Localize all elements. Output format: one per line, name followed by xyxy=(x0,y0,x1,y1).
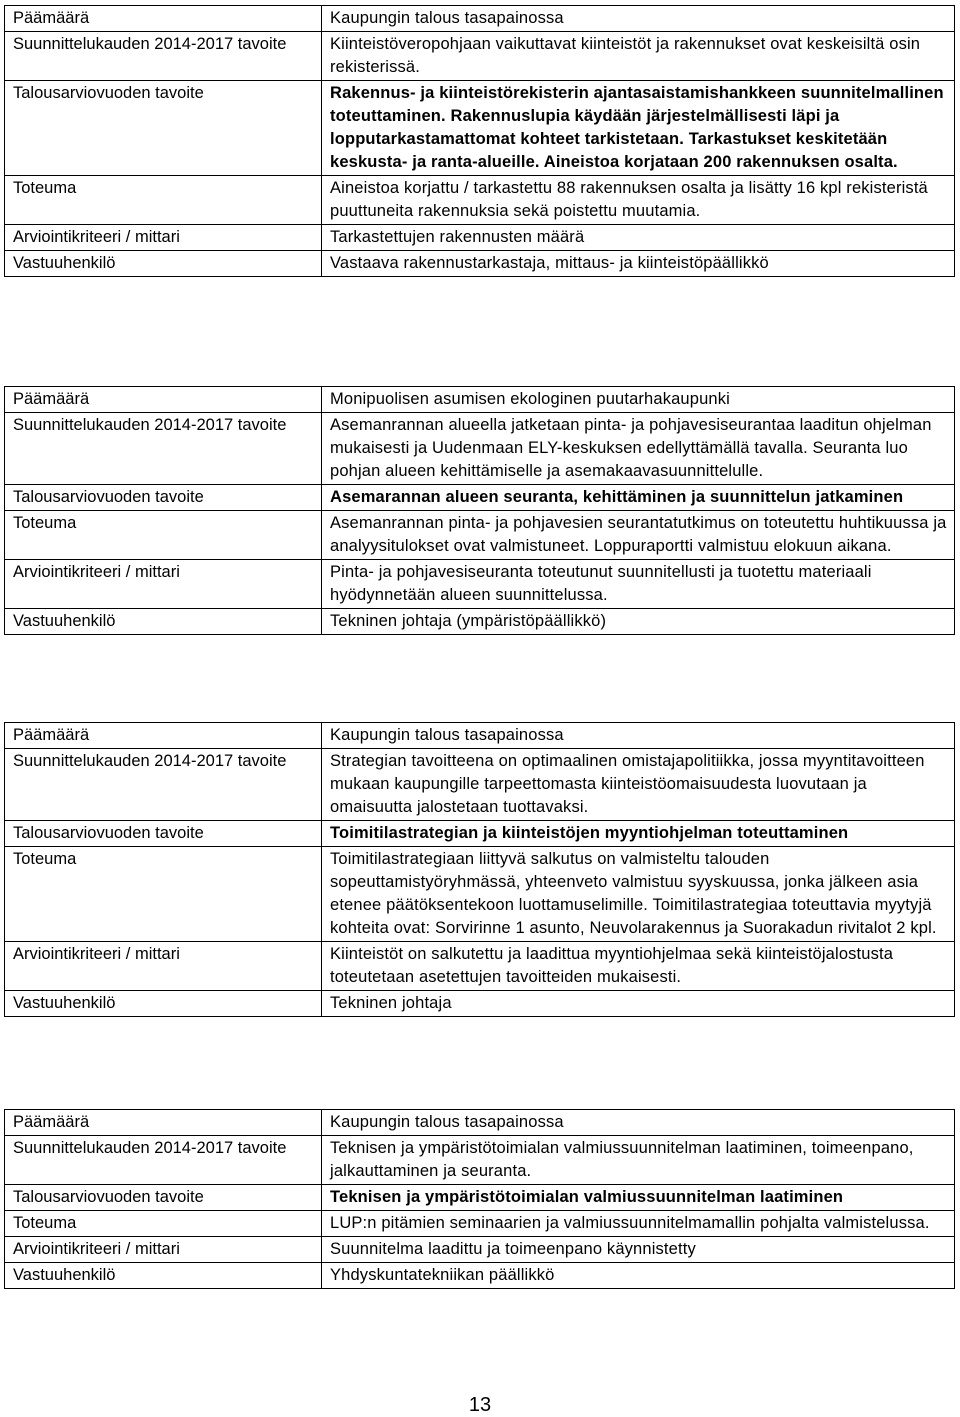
table-row xyxy=(5,1211,955,1237)
row-label: Suunnittelukauden 2014-2017 tavoite xyxy=(5,1136,322,1185)
row-value: Yhdyskuntatekniikan päällikkö xyxy=(322,1263,955,1289)
table-row xyxy=(5,1110,955,1136)
row-label: Arviointikriteeri / mittari xyxy=(5,942,322,991)
row-value: Pinta- ja pohjavesiseuranta toteutunut suunnitellusti ja tuotettu materiaali hyödynnetään alueen suunnittelussa. xyxy=(322,560,955,609)
table-row xyxy=(5,1263,955,1289)
table-row xyxy=(5,560,955,609)
table-row xyxy=(5,847,955,942)
row-label: Vastuuhenkilö xyxy=(5,609,322,635)
goal-table xyxy=(4,1109,955,1289)
table-row xyxy=(5,6,955,32)
row-value: Teknisen ja ympäristötoimialan valmiussuunnitelman laatiminen xyxy=(322,1185,955,1211)
row-label: Talousarviovuoden tavoite xyxy=(5,485,322,511)
row-value: Rakennus- ja kiinteistörekisterin ajantasaistamishankkeen suunnitelmallinen toteuttaminen. Rakennuslupia käydään järjestelmällisesti läpi ja lopputarkastamattomat kohteet tarkistetaan. Tarkastukset keskitetään keskusta- ja ranta-alueille. Aineistoa korjataan 200 rakennuksen osalta. xyxy=(322,81,955,176)
table-row xyxy=(5,413,955,485)
row-value: Toimitilastrategiaan liittyvä salkutus on valmisteltu talouden sopeuttamistyöryhmässä, yhteenveto valmistuu syyskuussa, jonka jälkeen asia etenee päätöksentekoon luottamuselimille. Toimitilastrategiaa toteuttavia myytyjä kohteita ovat: Sorvirinne 1 asunto, Neuvolarakennus ja Suorakadun rivitalot 2 kpl. xyxy=(322,847,955,942)
row-label: Talousarviovuoden tavoite xyxy=(5,81,322,176)
goal-table xyxy=(4,722,955,1017)
table-row xyxy=(5,821,955,847)
row-label: Arviointikriteeri / mittari xyxy=(5,1237,322,1263)
table-row xyxy=(5,1136,955,1185)
row-label: Vastuuhenkilö xyxy=(5,1263,322,1289)
row-label: Vastuuhenkilö xyxy=(5,991,322,1017)
row-label: Päämäärä xyxy=(5,1110,322,1136)
goal-table xyxy=(4,386,955,635)
row-value: Kaupungin talous tasapainossa xyxy=(322,6,955,32)
row-value: Suunnitelma laadittu ja toimeenpano käynnistetty xyxy=(322,1237,955,1263)
row-label: Päämäärä xyxy=(5,6,322,32)
row-label: Toteuma xyxy=(5,1211,322,1237)
page-number: 13 xyxy=(468,1394,492,1416)
table-row xyxy=(5,251,955,277)
row-value: Tarkastettujen rakennusten määrä xyxy=(322,225,955,251)
row-label: Toteuma xyxy=(5,847,322,942)
row-label: Toteuma xyxy=(5,176,322,225)
row-value: Asemanrannan pinta- ja pohjavesien seurantatutkimus on toteutettu huhtikuussa ja analyysitulokset ovat valmistuneet. Loppuraportti valmistuu elokuun aikana. xyxy=(322,511,955,560)
table-row xyxy=(5,511,955,560)
row-value: LUP:n pitämien seminaarien ja valmiussuunnitelmamallin pohjalta valmistelussa. xyxy=(322,1211,955,1237)
row-value: Strategian tavoitteena on optimaalinen omistajapolitiikka, jossa myyntitavoitteen mukaan kaupungille tarpeettomasta kiinteistöomaisuudesta luovutaan ja omaisuutta jalostetaan tuottavaksi. xyxy=(322,749,955,821)
row-label: Talousarviovuoden tavoite xyxy=(5,821,322,847)
row-label: Talousarviovuoden tavoite xyxy=(5,1185,322,1211)
table-row xyxy=(5,749,955,821)
table-row xyxy=(5,1185,955,1211)
table-row xyxy=(5,723,955,749)
row-value: Monipuolisen asumisen ekologinen puutarhakaupunki xyxy=(322,387,955,413)
row-label: Vastuuhenkilö xyxy=(5,251,322,277)
row-value: Tekninen johtaja (ympäristöpäällikkö) xyxy=(322,609,955,635)
table-row xyxy=(5,225,955,251)
row-value: Kiinteistöveropohjaan vaikuttavat kiinteistöt ja rakennukset ovat keskeisiltä osin rekisterissä. xyxy=(322,32,955,81)
row-value: Teknisen ja ympäristötoimialan valmiussuunnitelman laatiminen, toimeenpano, jalkauttaminen ja seuranta. xyxy=(322,1136,955,1185)
table-row xyxy=(5,1237,955,1263)
row-value: Asemanrannan alueella jatketaan pinta- ja pohjavesiseurantaa laaditun ohjelman mukaisesti ja Uudenmaan ELY-keskuksen edellyttämällä tavalla. Seuranta luo pohjan alueen kehittämiselle ja asemakaavasuunnittelulle. xyxy=(322,413,955,485)
table-row xyxy=(5,387,955,413)
row-label: Arviointikriteeri / mittari xyxy=(5,560,322,609)
row-value: Asemarannan alueen seuranta, kehittäminen ja suunnittelun jatkaminen xyxy=(322,485,955,511)
row-value: Aineistoa korjattu / tarkastettu 88 rakennuksen osalta ja lisätty 16 kpl rekisteristä puuttuneita rakennuksia sekä poistettu muutamia. xyxy=(322,176,955,225)
row-label: Päämäärä xyxy=(5,387,322,413)
row-value: Kaupungin talous tasapainossa xyxy=(322,1110,955,1136)
row-label: Toteuma xyxy=(5,511,322,560)
row-label: Suunnittelukauden 2014-2017 tavoite xyxy=(5,413,322,485)
table-row xyxy=(5,942,955,991)
row-value: Tekninen johtaja xyxy=(322,991,955,1017)
table-row xyxy=(5,32,955,81)
table-row xyxy=(5,176,955,225)
table-row xyxy=(5,81,955,176)
row-label: Arviointikriteeri / mittari xyxy=(5,225,322,251)
table-row xyxy=(5,991,955,1017)
row-label: Suunnittelukauden 2014-2017 tavoite xyxy=(5,32,322,81)
row-value: Kaupungin talous tasapainossa xyxy=(322,723,955,749)
goal-table xyxy=(4,5,955,277)
row-value: Vastaava rakennustarkastaja, mittaus- ja kiinteistöpäällikkö xyxy=(322,251,955,277)
row-value: Toimitilastrategian ja kiinteistöjen myyntiohjelman toteuttaminen xyxy=(322,821,955,847)
row-label: Suunnittelukauden 2014-2017 tavoite xyxy=(5,749,322,821)
row-value: Kiinteistöt on salkutettu ja laadittua myyntiohjelmaa sekä kiinteistöjalostusta toteutetaan asetettujen tavoitteiden mukaisesti. xyxy=(322,942,955,991)
table-row xyxy=(5,485,955,511)
row-label: Päämäärä xyxy=(5,723,322,749)
table-row xyxy=(5,609,955,635)
